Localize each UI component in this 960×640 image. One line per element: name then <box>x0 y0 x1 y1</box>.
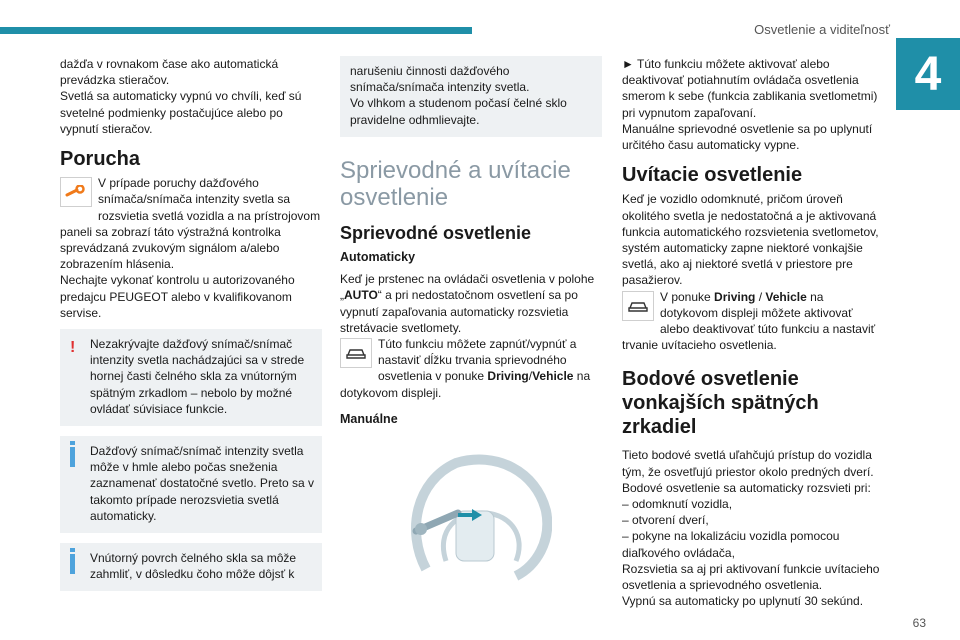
header-bar <box>0 27 472 34</box>
list-item: – odomknutí vozidla, <box>622 497 733 512</box>
paragraph: Tieto bodové svetlá uľahčujú prístup do vozidla tým, že osvetľujú priestor okolo predných dverí. <box>622 448 874 479</box>
car-block <box>340 336 602 401</box>
column-2 <box>340 56 602 585</box>
section-heading-porucha: Porucha <box>60 148 141 171</box>
paragraph: V ponuke Driving / Vehicle na dotykovom displeji môžete aktivovať alebo deaktivovať túto funkciu a nastaviť trvanie uvítacieho osvetlenia. <box>622 289 876 353</box>
warning-text: Nezakrývajte dažďový snímač/snímač intenzity svetla nachádzajúci sa v strede hornej časti čelného skla za vnútorným spätným zrkadlom – nebolo by možné ovládať súvisiace funkcie. <box>90 337 305 416</box>
column-1 <box>60 56 322 601</box>
car-icon <box>622 291 654 321</box>
info-icon <box>70 441 75 445</box>
info-icon <box>70 548 75 552</box>
subsection-heading: Sprievodné osvetlenie <box>340 222 532 243</box>
info-note <box>60 543 322 591</box>
paragraph: Vypnú sa automaticky po uplynutí 30 sekúnd. <box>622 594 864 609</box>
paragraph: Nechajte vykonať kontrolu u autorizovaného predajcu PEUGEOT alebo v kvalifikovanom servise. <box>60 273 295 320</box>
paragraph: Keď je vozidlo odomknuté, pričom úroveň okolitého svetla je nedostatočná a je aktivovaná funkcia automatického rozsvietenia svetlometov, systém automaticky zapne niektoré vonkajšie svetlá, ako aj niektoré svetlá v priestore pre pasažierov. <box>622 192 879 288</box>
info-text: narušeniu činnosti dažďového snímača/snímača intenzity svetla. <box>350 64 530 95</box>
info-icon-bar <box>70 447 75 467</box>
info-note <box>60 436 322 533</box>
wrench-warning-icon <box>60 177 92 207</box>
paragraph: V prípade poruchy dažďového snímača/snímača intenzity svetla sa rozsvietia svetlá vozidla a na prístrojovom paneli sa zobrazí táto výstražná kontrolka sprevádzaná zvukovým signálom a/alebo zobrazením hlásenia. <box>60 176 321 272</box>
info-text: Vnútorný povrch čelného skla sa môže zahmliť, v dôsledku čoho môže dôjsť k <box>90 551 297 582</box>
section-heading-bodove: Bodové osvetlenie vonkajších spätných zrkadiel <box>622 368 819 439</box>
page-number: 63 <box>912 616 926 630</box>
paragraph: Keď je prstenec na ovládači osvetlenia v polohe „AUTO“ a pri nedostatočnom osvetlení sa po vypnutí zapaľovania automaticky rozsvietia stretávacie svetlomety. <box>340 272 595 335</box>
list-item: – otvorení dverí, <box>622 513 709 528</box>
warning-icon: ! <box>70 339 76 357</box>
wrench-block <box>60 175 322 272</box>
paragraph: dažďa v rovnakom čase ako automatická prevádzka stieračov. <box>60 57 279 88</box>
warning-note <box>60 329 322 426</box>
column-3 <box>622 56 884 609</box>
paragraph: Túto funkciu môžete zapnúť/vypnúť a nastaviť dĺžku trvania sprievodného osvetlenia v ponuke Driving/Vehicle na dotykovom displeji. <box>340 337 591 400</box>
section-title: Sprievodné a uvítacie osvetlenie <box>340 156 571 211</box>
list-item: – pokyne na lokalizáciu vozidla pomocou diaľkového ovládača, <box>622 529 840 560</box>
paragraph: Svetlá sa automaticky vypnú vo chvíli, keď sú svetelné podmienky postačujúce alebo po vypnutí stieračov. <box>60 89 302 136</box>
paragraph: Rozsvietia sa aj pri aktivovaní funkcie uvítacieho osvetlenia a sprievodného osvetlenia. <box>622 561 880 593</box>
info-text: Dažďový snímač/snímač intenzity svetla môže v hmle alebo počas sneženia zaznamenať dostatočné svetlo. Preto sa v takomto prípade nerozsvietia svetlá automaticky. <box>90 444 314 523</box>
paragraph: Bodové osvetlenie sa automaticky rozsvieti pri: <box>622 480 871 495</box>
subheading-automaticky: Automaticky <box>340 250 416 265</box>
car-icon <box>340 338 372 368</box>
page-header-title: Osvetlenie a viditeľnosť <box>754 22 890 37</box>
info-note-continued <box>340 56 602 137</box>
paragraph: Manuálne sprievodné osvetlenie sa po uplynutí určitého času automaticky vypne. <box>622 121 873 153</box>
subheading-manualne: Manuálne <box>340 411 398 426</box>
info-icon-bar <box>70 554 75 574</box>
car-block <box>622 289 884 354</box>
section-heading-uvitacie: Uvítacie osvetlenie <box>622 164 803 187</box>
info-text: Vo vlhkom a studenom počasí čelné sklo pravidelne odhmlievajte. <box>350 96 567 127</box>
paragraph: ► Túto funkciu môžete aktivovať alebo deaktivovať potiahnutím ovládača osvetlenia smerom k sebe (funkcia zablikania svetlometmi) pri vypnutom zapaľovaní. <box>622 57 878 120</box>
steering-wheel-illustration <box>396 451 552 581</box>
chapter-tab: 4 <box>896 38 960 110</box>
